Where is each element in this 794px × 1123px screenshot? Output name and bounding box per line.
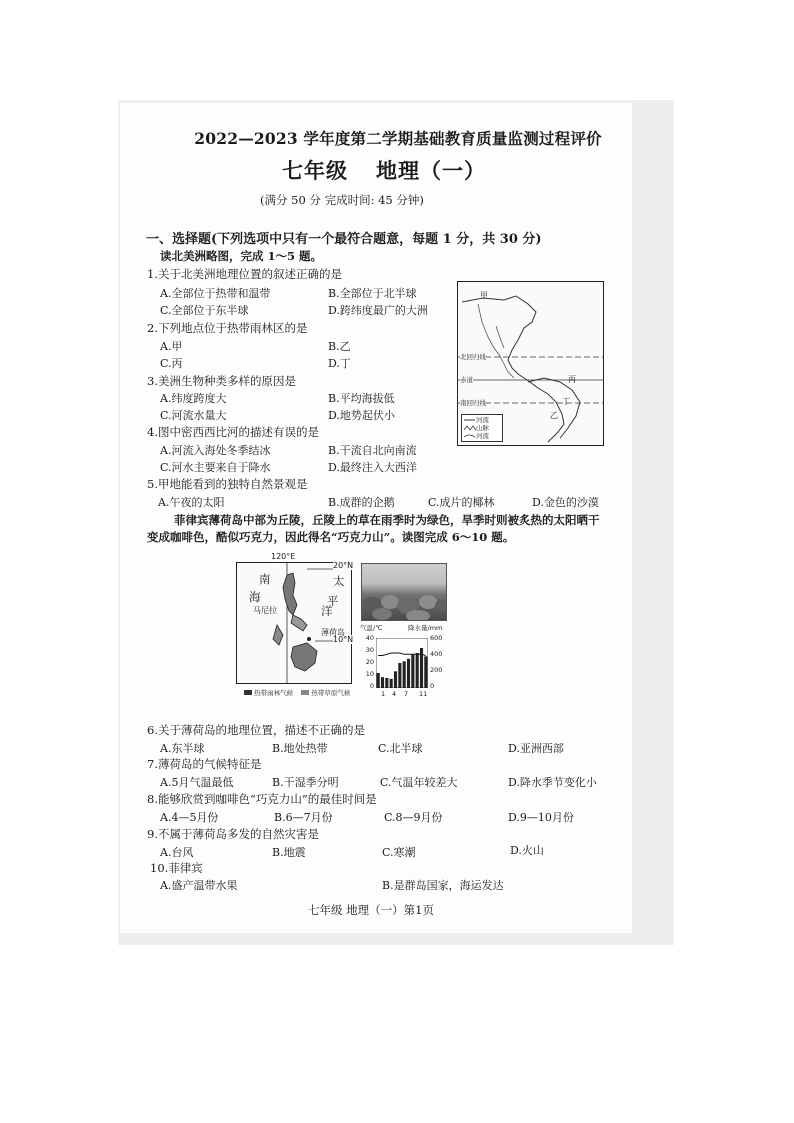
option: B.地震 — [272, 846, 306, 859]
hills-illustration — [362, 564, 446, 620]
question-stem: 2.下列地点位于热带雨林区的是 — [147, 321, 308, 335]
page-footer: 七年级 地理（一）第1页 — [308, 903, 434, 917]
north-america-map — [457, 281, 604, 446]
chart-tick: 400 — [430, 650, 443, 658]
chart-tick: 10 — [365, 670, 374, 678]
precipitation-bar — [377, 673, 380, 688]
map-label-tai: 太 — [333, 574, 345, 588]
question-stem: 4.图中密西西比河的描述有误的是 — [147, 425, 319, 439]
option: C.北半球 — [378, 742, 423, 755]
question-stem: 10.菲律宾 — [150, 861, 203, 875]
map-label-yi: 乙 — [550, 411, 558, 420]
option: B.成群的企鹅 — [328, 496, 395, 509]
option: D.金色的沙漠 — [532, 496, 599, 509]
option: B.全部位于北半球 — [328, 287, 417, 300]
question-stem: 5.甲地能看到的独特自然景观是 — [147, 477, 308, 491]
question-stem: 8.能够欣赏到咖啡色“巧克力山”的最佳时间是 — [147, 792, 377, 806]
option: A.全部位于热带和温带 — [160, 287, 271, 300]
precipitation-bar — [424, 656, 427, 688]
option: D.火山 — [510, 844, 544, 857]
map-legend — [461, 414, 503, 442]
chart-tick: 200 — [430, 666, 443, 674]
option: D.最终注入大西洋 — [328, 461, 417, 474]
option: C.河水主要来自于降水 — [160, 461, 271, 474]
legend-item: 热带草原气候 — [311, 689, 351, 697]
precipitation-bar — [403, 661, 406, 688]
section-intro: 读北美洲略图，完成 1～5 题。 — [160, 249, 323, 263]
map-label-bohol: 薄荷岛 — [321, 628, 345, 637]
option: B.干湿季分明 — [272, 776, 339, 789]
option: D.地势起伏小 — [328, 409, 395, 422]
passage-line-1: 菲律宾薄荷岛中部为丘陵，丘陵上的草在雨季时为绿色，旱季时则被炙热的太阳晒干 — [174, 513, 600, 527]
option: A.盛产温带水果 — [160, 879, 238, 892]
question-stem: 1.关于北美洲地理位置的叙述正确的是 — [147, 267, 342, 281]
option: D.降水季节变化小 — [508, 776, 597, 789]
option: D.跨纬度最广的大洲 — [328, 304, 428, 317]
option: A.台风 — [160, 846, 194, 859]
map-label-hai: 海 — [249, 590, 261, 604]
chart-tick: 30 — [365, 646, 374, 654]
question-stem: 3.美洲生物种类多样的原因是 — [147, 374, 296, 388]
precipitation-bar — [381, 677, 384, 688]
precipitation-bar — [416, 653, 419, 688]
chocolate-hills-photo — [361, 563, 447, 621]
precipitation-bar — [394, 671, 397, 688]
map-label-yang: 洋 — [321, 604, 333, 618]
question-stem: 9.不属于薄荷岛多发的自然灾害是 — [147, 827, 319, 841]
option: B.地处热带 — [272, 742, 328, 755]
option: B.乙 — [328, 340, 351, 353]
chart-month: 7 — [404, 690, 409, 698]
chart-left-label: 气温/℃ — [360, 624, 383, 632]
equator-label: 赤道 — [460, 376, 473, 384]
legend-symbols — [463, 415, 477, 441]
option: D.9—10月份 — [508, 811, 574, 824]
chart-month: 4 — [392, 690, 397, 698]
passage-line-2: 变成咖啡色，酷似巧克力，因此得名“巧克力山”。读图完成 6～10 题。 — [147, 530, 515, 544]
option: C.寒潮 — [382, 846, 416, 859]
map2-legend — [244, 688, 350, 697]
option: C.气温年较差大 — [380, 776, 458, 789]
climate-chart — [376, 638, 428, 688]
option: A.甲 — [160, 340, 183, 353]
legend-item: 河流 — [476, 432, 489, 440]
option: A.4—5月份 — [160, 811, 219, 824]
chart-month: 11 — [419, 690, 428, 698]
option: B.平均海拔低 — [328, 392, 395, 405]
option: D.亚洲西部 — [508, 742, 564, 755]
south-tropic-label: 南回归线 — [460, 399, 486, 407]
chart-month: 1 — [381, 690, 386, 698]
precipitation-bar — [385, 678, 388, 688]
map-label-nan: 南 — [259, 572, 271, 586]
grade-label: 七年级 — [282, 158, 348, 183]
precipitation-bar — [411, 655, 414, 688]
option: A.东半球 — [160, 742, 205, 755]
chart-right-label: 降水量/mm — [408, 624, 443, 632]
legend-swatch — [244, 690, 252, 695]
option: A.纬度跨度大 — [160, 392, 227, 405]
exam-info: (满分 50 分 完成时间: 45 分钟) — [260, 193, 424, 207]
option: A.午夜的太阳 — [158, 496, 225, 509]
option: A.5月气温最低 — [160, 776, 234, 789]
chart-tick: 20 — [365, 658, 374, 666]
precipitation-bar — [390, 679, 393, 688]
option: C.河流水量大 — [160, 409, 227, 422]
precipitation-bar — [407, 659, 410, 688]
option: C.丙 — [160, 357, 183, 370]
question-stem: 7.薄荷岛的气候特征是 — [147, 757, 262, 771]
chart-tick: 0 — [430, 682, 435, 690]
north-tropic-label: 北回归线 — [460, 353, 486, 361]
chart-tick: 40 — [365, 634, 374, 642]
option: B.干流自北向南流 — [328, 444, 417, 457]
philippines-map — [236, 552, 354, 684]
lat-20-label: 20°N — [333, 561, 354, 570]
option: A.河流入海处冬季结冰 — [160, 444, 271, 457]
section-heading: 一、选择题(下列选项中只有一个最符合题意，每题 1 分，共 30 分) — [146, 232, 542, 247]
option: C.8—9月份 — [384, 811, 443, 824]
subject-label: 地理（一） — [376, 158, 486, 183]
legend-item: 河流 — [476, 416, 489, 424]
map-label-ding: 丁 — [562, 397, 570, 406]
option: B.6—7月份 — [274, 811, 333, 824]
lat-10-label: 10°N — [333, 635, 354, 644]
bohol-marker — [307, 637, 311, 641]
chart-tick: 0 — [369, 682, 374, 690]
map-label-jia: 甲 — [480, 291, 488, 300]
question-stem: 6.关于薄荷岛的地理位置，描述不正确的是 — [147, 723, 365, 737]
legend-item: 山脉 — [476, 424, 489, 432]
map-label-bing: 丙 — [568, 375, 576, 384]
legend-swatch — [301, 690, 309, 695]
map-label-ping: 平 — [327, 594, 339, 608]
longitude-label: 120°E — [271, 552, 296, 561]
legend-item: 热带雨林气候 — [254, 689, 294, 697]
option: C.成片的椰林 — [428, 496, 495, 509]
precipitation-bar — [398, 663, 401, 688]
exam-title: 2022—2023 学年度第二学期基础教育质量监测过程评价 — [194, 129, 602, 148]
map-label-manila: 马尼拉 — [253, 606, 277, 615]
option: D.丁 — [328, 357, 351, 370]
option: B.是群岛国家，海运发达 — [382, 879, 504, 892]
chart-tick: 600 — [430, 634, 443, 642]
option: C.全部位于东半球 — [160, 304, 249, 317]
